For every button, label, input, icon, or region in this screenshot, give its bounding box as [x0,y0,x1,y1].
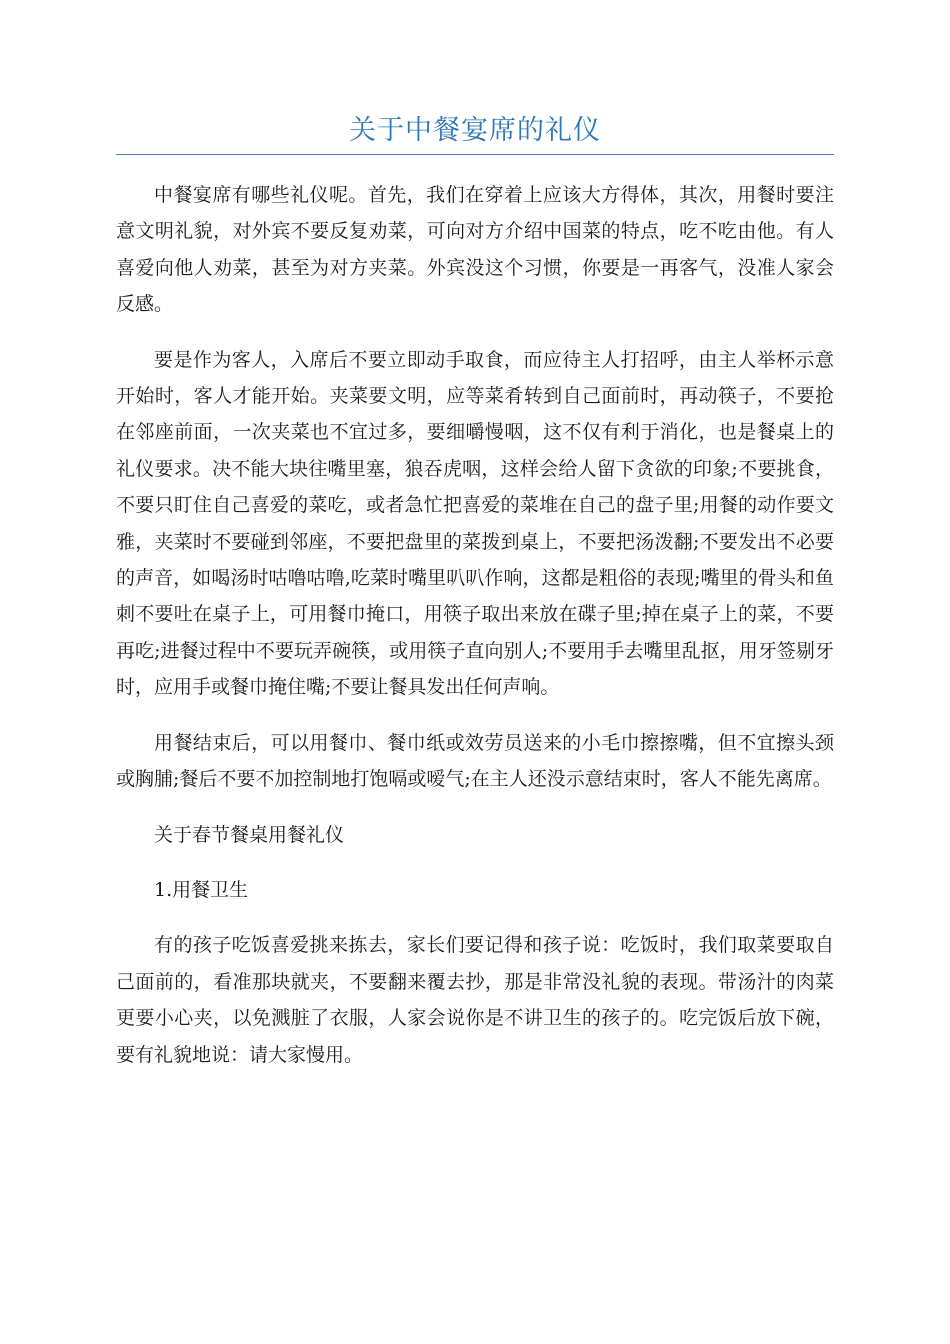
subsection-heading: 1.用餐卫生 [154,878,249,901]
document-page [116,0,834,1092]
section-heading: 关于春节餐桌用餐礼仪 [154,823,345,846]
paragraph-after-meal: 用餐结束后，可以用餐巾、餐巾纸或效劳员送来的小毛巾擦擦嘴，但不宜擦头颈或胸脯;餐后不要不加控制地打饱嗝或嗳气;在主人还没示意结束时，客人不能先离席。 [116,731,834,791]
title-underline [116,154,834,155]
document-title: 关于中餐宴席的礼仪 [349,115,601,146]
paragraph-hygiene: 有的孩子吃饭喜爱挑来拣去，家长们要记得和孩子说：吃饭时，我们取菜要取自己面前的，看准那块就夹，不要翻来覆去抄，那是非常没礼貌的表现。带汤汁的肉菜更要小心夹，以免溅脏了衣服，人家会说你是不讲卫生的孩子的。吃完饭后放下碗，要有礼貌地说：请大家慢用。 [116,934,834,1066]
paragraph-guest-etiquette: 要是作为客人，入席后不要立即动手取食，而应待主人打招呼，由主人举杯示意开始时，客人才能开始。夹菜要文明，应等菜肴转到自己面前时，再动筷子，不要抢在邻座前面，一次夹菜也不宜过多，要细嚼慢咽，这不仅有利于消化，也是餐桌上的礼仪要求。决不能大块往嘴里塞，狼吞虎咽，这样会给人留下贪欲的印象;不要挑食，不要只盯住自己喜爱的菜吃，或者急忙把喜爱的菜堆在自己的盘子里;用餐的动作要文雅，夹菜时不要碰到邻座，不要把盘里的菜拨到桌上，不要把汤泼翻;不要发出不必要的声音，如喝汤时咕噜咕噜,吃菜时嘴里叭叭作响，这都是粗俗的表现;嘴里的骨头和鱼刺不要吐在桌子上，可用餐巾掩口，用筷子取出来放在碟子里;掉在桌子上的菜，不要再吃;进餐过程中不要玩弄碗筷，或用筷子直向别人;不要用手去嘴里乱抠，用牙签剔牙时，应用手或餐巾掩住嘴;不要让餐具发出任何声响。 [116,348,834,699]
paragraph-intro: 中餐宴席有哪些礼仪呢。首先，我们在穿着上应该大方得体，其次，用餐时要注意文明礼貌，对外宾不要反复劝菜，可向对方介绍中国菜的特点，吃不吃由他。有人喜爱向他人劝菜，甚至为对方夹菜。外宾没这个习惯，你要是一再客气，没准人家会反感。 [116,184,834,316]
